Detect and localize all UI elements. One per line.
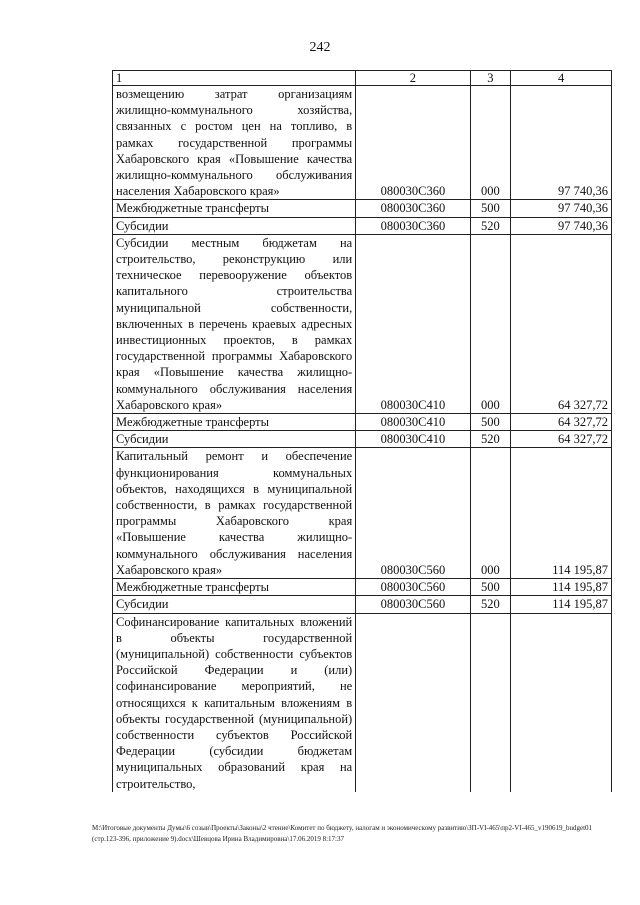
row-name: Межбюджетные трансферты (113, 579, 356, 596)
table-row (113, 431, 612, 448)
row-code: 080030С360 (356, 217, 470, 234)
header-col-2: 2 (356, 71, 470, 86)
row-amount: 114 195,87 (511, 448, 612, 579)
row-name: Субсидии (113, 596, 356, 613)
table-row (113, 86, 612, 200)
row-amount: 114 195,87 (511, 596, 612, 613)
row-code: 080030С560 (356, 579, 470, 596)
table-row (113, 217, 612, 234)
row-name: Межбюджетные трансферты (113, 200, 356, 217)
table-row (113, 448, 612, 579)
row-name: Софинансирование капитальных вложений в объекты государственной (муниципальной) собственности субъектов Российской Федерации и (или) софинансирование мероприятий, не относящихся к капитальным вложениям в объекты государственной (муниципальной) собственности субъектов Российской Федерации (субсидии бюджетам муниципальных образований края на строительство, (113, 613, 356, 792)
row-type: 000 (470, 86, 510, 200)
row-code: 080030С410 (356, 234, 470, 413)
row-amount: 64 327,72 (511, 234, 612, 413)
row-code: 080030С360 (356, 200, 470, 217)
row-amount: 64 327,72 (511, 431, 612, 448)
header-col-4: 4 (511, 71, 612, 86)
header-col-1: 1 (113, 71, 356, 86)
table-row (113, 234, 612, 413)
header-col-3: 3 (470, 71, 510, 86)
row-type (470, 613, 510, 792)
row-type: 520 (470, 431, 510, 448)
row-type: 500 (470, 414, 510, 431)
row-amount: 64 327,72 (511, 414, 612, 431)
row-name: Субсидии (113, 431, 356, 448)
row-name: возмещению затрат организациям жилищно-коммунального хозяйства, связанных с ростом цен на топливо, в рамках государственной программы Хабаровского края «Повышение качества жилищно-коммунального обслуживания населения Хабаровского края» (113, 86, 356, 200)
row-type: 520 (470, 596, 510, 613)
table-row (113, 613, 612, 792)
table-header-row (113, 71, 612, 86)
row-type: 000 (470, 234, 510, 413)
table-row (113, 414, 612, 431)
row-type: 500 (470, 579, 510, 596)
row-type: 520 (470, 217, 510, 234)
row-code: 080030С410 (356, 431, 470, 448)
row-type: 000 (470, 448, 510, 579)
row-name: Межбюджетные трансферты (113, 414, 356, 431)
file-path-footer: M:\Итоговые документы Думы\6 созыв\Проекты\Законы\2 чтение\Комитет по бюджету, налогам и экономическому развитию\ЗП-VI-465\пр2-VI-465_v190619_budget01 (стр.123-396, приложение 9).docx\Шевцова Ирина Владимировна\17.06.2019 8:17:37 (92, 824, 593, 843)
row-name: Субсидии (113, 217, 356, 234)
row-amount: 114 195,87 (511, 579, 612, 596)
budget-table (112, 70, 612, 792)
table-row (113, 596, 612, 613)
row-name: Капитальный ремонт и обеспечение функционирования коммунальных объектов, находящихся в муниципальной собственности, в рамках государственной программы Хабаровского края «Повышение качества жилищно-коммунального обслуживания населения Хабаровского края» (113, 448, 356, 579)
row-amount: 97 740,36 (511, 86, 612, 200)
row-type: 500 (470, 200, 510, 217)
row-code: 080030С360 (356, 86, 470, 200)
row-code: 080030С410 (356, 414, 470, 431)
row-amount: 97 740,36 (511, 200, 612, 217)
row-amount: 97 740,36 (511, 217, 612, 234)
row-name: Субсидии местным бюджетам на строительство, реконструкцию или техническое перевооружение объектов капитального строительства муниципальной собственности, включенных в перечень краевых адресных инвестиционных проектов, в рамках государственной программы Хабаровского края «Повышение качества жилищно-коммунального обслуживания населения Хабаровского края» (113, 234, 356, 413)
table-row (113, 579, 612, 596)
row-code: 080030С560 (356, 596, 470, 613)
page-number: 242 (309, 40, 331, 55)
row-code: 080030С560 (356, 448, 470, 579)
table-row (113, 200, 612, 217)
row-code (356, 613, 470, 792)
row-amount (511, 613, 612, 792)
